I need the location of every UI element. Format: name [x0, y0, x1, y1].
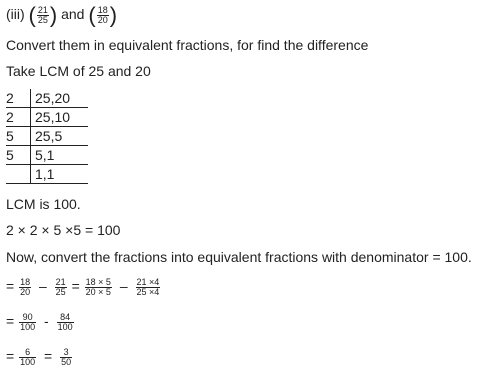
numerator: 18 × 5: [85, 277, 111, 287]
lcm-division-table: [6, 89, 88, 184]
divisor: 2: [6, 89, 31, 108]
numerator: 21: [55, 277, 66, 287]
numerator: 90: [22, 312, 33, 322]
divisor: [6, 165, 31, 184]
lcm-product: 2 × 2 × 5 ×5 = 100: [6, 222, 121, 238]
close-paren: ): [49, 2, 58, 28]
denominator: 25: [37, 15, 48, 25]
denominator: 100: [20, 357, 36, 367]
denominator: 20 × 5: [85, 287, 111, 297]
and-text: and: [61, 6, 85, 23]
numerator: 18: [97, 5, 108, 15]
problem-statement: [6, 2, 118, 28]
convert-text: Convert them in equivalent fractions, for find the difference: [6, 37, 369, 53]
fraction-3-50: [60, 348, 72, 367]
dividend: 5,1: [31, 146, 89, 165]
equation-step-2: [6, 313, 75, 332]
denominator: 25: [55, 287, 66, 297]
equation-step-3: [6, 348, 73, 367]
dividend: 25,10: [31, 108, 89, 127]
minus-sign: –: [38, 278, 47, 295]
dividend: 1,1: [31, 165, 89, 184]
numerator: 6: [25, 347, 31, 357]
dividend: 25,5: [31, 127, 89, 146]
denominator: 50: [61, 357, 72, 367]
dividend: 25,20: [31, 89, 89, 108]
divisor: 2: [6, 108, 31, 127]
equals-sign: =: [6, 313, 15, 330]
lcm-result: LCM is 100.: [6, 196, 81, 212]
lcm-row: [6, 146, 88, 165]
take-lcm-text: Take LCM of 25 and 20: [6, 63, 151, 79]
open-paren: (: [28, 2, 36, 28]
now-text: Now, convert the fractions into equivalent fractions with denominator = 100.: [6, 249, 472, 265]
numerator: 21: [37, 5, 48, 15]
lcm-row: [6, 89, 88, 108]
fraction-18-20: [19, 278, 31, 297]
part-label: (iii): [6, 6, 25, 23]
fraction-84-100: [57, 313, 74, 332]
numerator: 21 ×4: [136, 277, 160, 287]
denominator: 20: [20, 287, 31, 297]
lcm-row: [6, 165, 88, 184]
equals-sign: =: [71, 278, 80, 295]
numerator: 18: [20, 277, 31, 287]
fraction-90-100: [19, 313, 36, 332]
lcm-row: [6, 108, 88, 127]
equals-sign: =: [6, 278, 15, 295]
fraction-21x4-25x4: [136, 278, 161, 297]
minus-sign: –: [119, 278, 128, 295]
close-paren: ): [109, 2, 118, 28]
equals-sign: =: [6, 348, 15, 365]
minus-sign: -: [44, 313, 49, 330]
fraction-18-20: [97, 6, 109, 25]
denominator: 100: [57, 322, 73, 332]
denominator: 20: [97, 15, 108, 25]
fraction-21-25: [37, 6, 49, 25]
equals-sign: =: [44, 348, 53, 365]
open-paren: (: [88, 2, 96, 28]
denominator: 25 ×4: [136, 287, 160, 297]
fraction-21-25: [55, 278, 67, 297]
fraction-6-100: [19, 348, 36, 367]
lcm-row: [6, 127, 88, 146]
divisor: 5: [6, 146, 31, 165]
numerator: 3: [63, 347, 69, 357]
fraction-18x5-20x5: [85, 278, 112, 297]
divisor: 5: [6, 127, 31, 146]
denominator: 100: [20, 322, 36, 332]
equation-step-1: [6, 278, 161, 297]
numerator: 84: [60, 312, 71, 322]
